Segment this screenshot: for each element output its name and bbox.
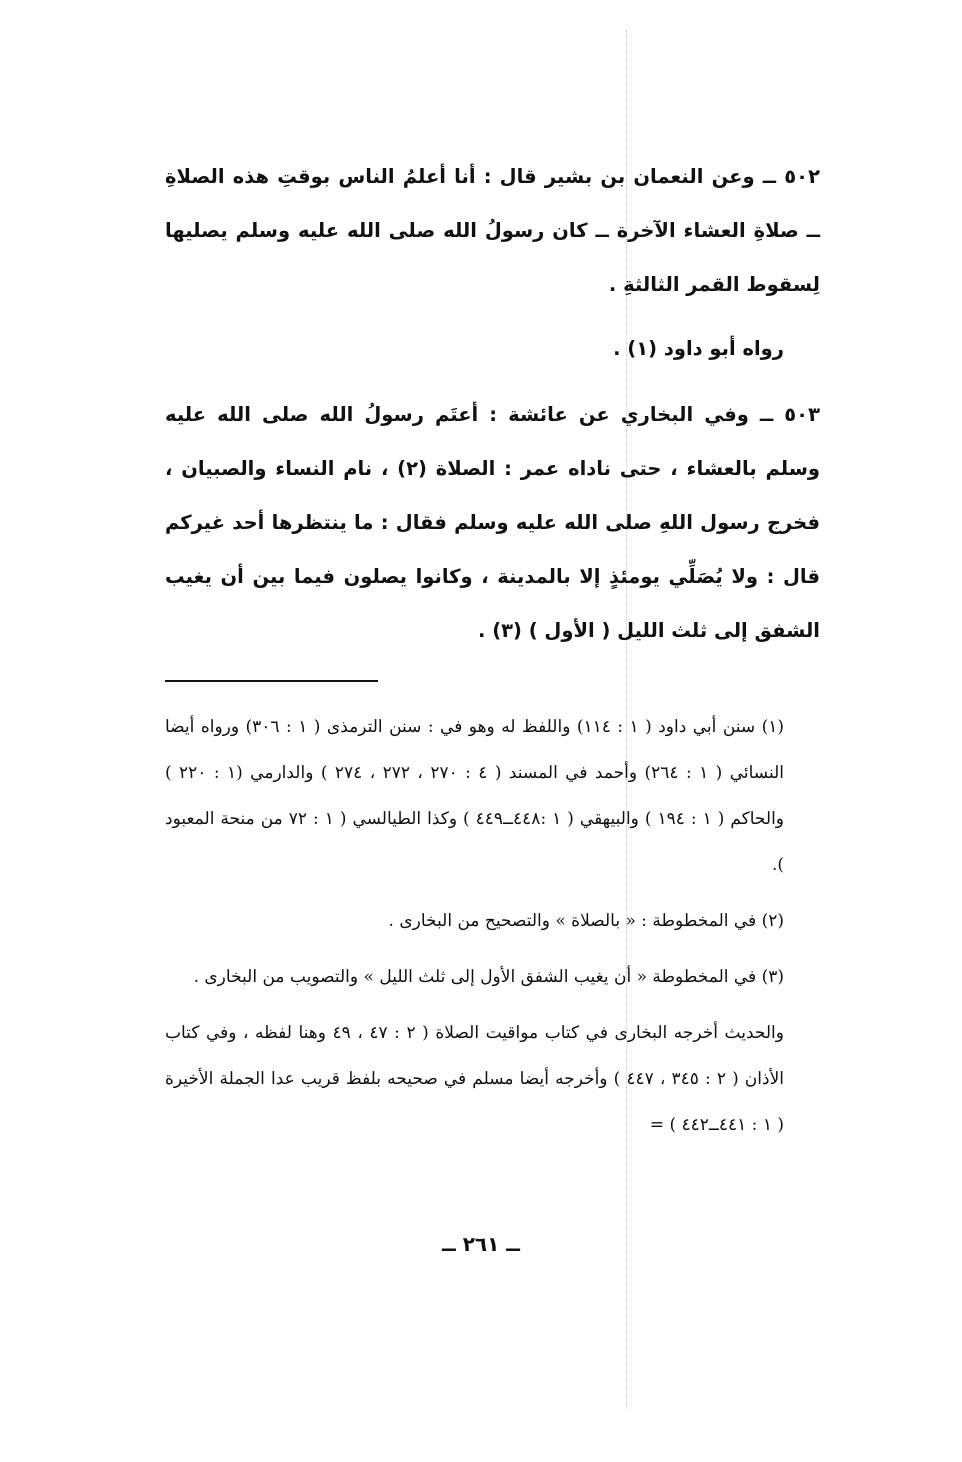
footnote-separator [165,680,378,682]
narration-502: رواه أبو داود (١) . [613,337,784,360]
hadith-503: ٥٠٣ ــ وفي البخاري عن عائشة : أعتَم رسولُ الله صلى الله عليه وسلم بالعشاء ، حتى ناداه عمر : الصلاة (٢) ، نام النساء والصبيان ، فخرج رسول اللهِ صلى الله عليه وسلم فقال : ما ينتظرها أحد غيركم قال : ولا يُصَلِّي يومئذٍ إلا بالمدينة ، وكانوا يصلون فيما بين أن يغيب الشفق إلى ثلث الليل ( الأول ) (٣) . [165,403,821,642]
main-text [165,150,820,658]
book-page [165,150,820,1148]
footnote-2: (٢) في المخطوطة : « بالصلاة » والتصحيح من البخارى . [388,911,784,931]
hadith-502: ٥٠٢ ــ وعن النعمان بن بشير قال : أنا أعلمُ الناس بوقتِ هذه الصلاةِ ــ صلاةِ العشاء الآخرة ــ كان رسولُ الله صلى الله عليه وسلم يصليها لِسقوط القمر الثالثةِ . [165,165,820,296]
footnotes [165,704,820,1148]
page-number: ــ ٢٦١ ــ [442,1232,520,1256]
footnote-3: (٣) في المخطوطة « أن يغيب الشفق الأول إلى ثلث الليل » والتصويب من البخارى . [193,967,784,987]
footnote-commentary: والحديث أخرجه البخارى في كتاب مواقيت الصلاة ( ٢ : ٤٧ ، ٤٩ وهنا لفظه ، وفي كتاب الأذان ( ٢ : ٣٤٥ ، ٤٤٧ ) وأخرجه أيضا مسلم في صحيحه بلفظ قريب عدا الجملة الأخيرة ( ١ : ٤٤١ــ٤٤٢ ) = [165,1023,785,1135]
footnote-1: (١) سنن أبي داود ( ١ : ١١٤) واللفظ له وهو في : سنن الترمذى ( ١ : ٣٠٦) ورواه أيضا النسائي ( ١ : ٢٦٤) وأحمد في المسند ( ٤ : ٢٧٠ ، ٢٧٢ ، ٢٧٤ ) والدارمي (١ : ٢٢٠ ) والحاكم ( ١ : ١٩٤ ) والبيهقي ( ١ :٤٤٨ــ٤٤٩ ) وكذا الطيالسي ( ١ : ٧٢ من منحة المعبود ). [165,717,785,875]
